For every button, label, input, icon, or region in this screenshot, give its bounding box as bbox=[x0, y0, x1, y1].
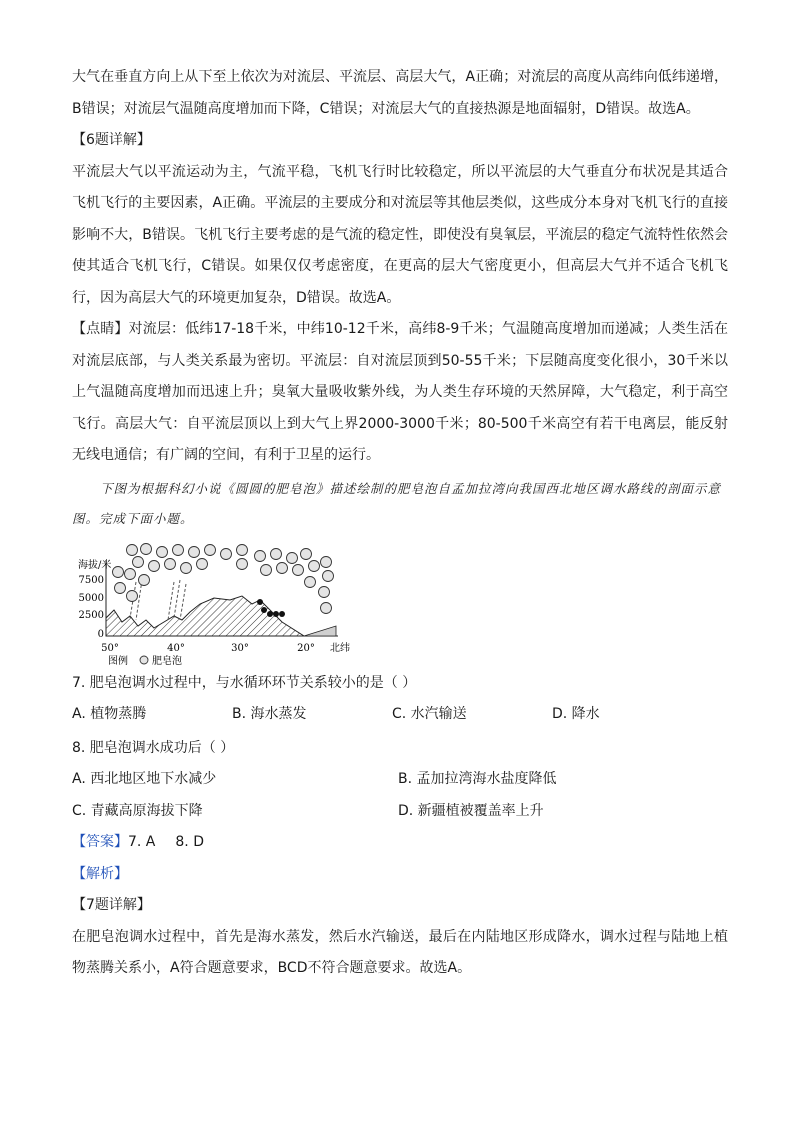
answer-label: 【答案】 bbox=[72, 834, 128, 850]
q8-option-b: B. 孟加拉湾海水盐度降低 bbox=[398, 771, 557, 787]
y-tick: 7500 bbox=[78, 574, 104, 586]
sea-area bbox=[304, 626, 336, 636]
q7-option-d: D. 降水 bbox=[552, 706, 600, 722]
q8-option-a: A. 西北地区地下水减少 bbox=[72, 771, 217, 787]
legend-bubble-icon bbox=[140, 656, 148, 664]
q7-option-b: B. 海水蒸发 bbox=[232, 706, 307, 722]
y-tick: 5000 bbox=[78, 592, 104, 604]
q7-explanation: 在肥皂泡调水过程中，首先是海水蒸发，然后水汽输送，最后在内陆地区形成降水，调水过程与陆地上植物蒸腾关系小，A符合题意要求，BCD不符合题意要求。故选A。 bbox=[72, 928, 728, 976]
y-tick: 0 bbox=[97, 628, 104, 640]
x-tick: 30° bbox=[231, 642, 249, 654]
cross-section-figure bbox=[74, 540, 354, 666]
q8-options-row2 bbox=[72, 796, 728, 828]
q6-detail-header: 【6题详解】 bbox=[72, 132, 151, 148]
q7-options bbox=[72, 699, 728, 731]
legend-title: 图例 bbox=[108, 655, 128, 666]
q6-explanation: 平流层大气以平流运动为主，气流平稳，飞机飞行时比较稳定，所以平流层的大气垂直分布状况是其适合飞机飞行的主要因素，A正确。平流层的主要成分和对流层等其他层类似，这些成分本身对飞机飞行的直接影响不大，B错误。飞机飞行主要考虑的是气流的稳定性，即使没有臭氧层，平流层的稳定气流特性依然会使其适合飞机飞行，C错误。如果仅仅考虑密度，在更高的层大气密度更小，但高层大气并不适合飞机飞行，因为高层大气的环境更加复杂，D错误。故选A。 bbox=[72, 163, 728, 306]
cross-section-diagram bbox=[74, 540, 354, 666]
q8-option-c: C. 青藏高原海拔下降 bbox=[72, 802, 203, 819]
answer-7: 7. A bbox=[128, 834, 156, 850]
x-tick: 20° bbox=[297, 642, 315, 654]
x-tick: 40° bbox=[167, 642, 185, 654]
q8-options-row1 bbox=[72, 764, 728, 796]
q7-stem: 7. 肥皂泡调水过程中，与水循环环节关系较小的是（ ） bbox=[72, 674, 417, 691]
legend-item: 肥皂泡 bbox=[152, 655, 182, 666]
answer-8: 8. D bbox=[175, 834, 204, 850]
previous-explanation: 大气在垂直方向上从下至上依次为对流层、平流层、高层大气，A正确；对流层的高度从高纬向低纬递增，B错误；对流层气温随高度增加而下降，C错误；对流层大气的直接热源是地面辐射，D错误。故选A。 bbox=[72, 69, 728, 117]
y-axis-title: 海拔/米 bbox=[78, 559, 112, 571]
q7-option-c: C. 水汽输送 bbox=[392, 706, 467, 722]
rain-streaks bbox=[130, 580, 186, 620]
answer-line bbox=[72, 827, 728, 859]
document-page bbox=[72, 62, 728, 985]
x-tick: 50° bbox=[101, 642, 119, 654]
x-axis-unit: 北纬 bbox=[330, 642, 350, 654]
tip-paragraph: 【点睛】对流层：低纬17-18千米，中纬10-12千米，高纬8-9千米；气温随高度增加而递减；人类生活在对流层底部，与人类关系最为密切。平流层：自对流层顶到50-55千米；下层随高度变化很小，30千米以上气温随高度增加而迅速上升；臭氧大量吸收紫外线，为人类生存环境的天然屏障，大气稳定，利于高空飞行。高层大气：自平流层顶以上到大气上界2000-3000千米；80-500千米高空有若干电离层，能反射无线电通信；有广阔的空间，有利于卫星的运行。 bbox=[72, 321, 728, 463]
q8-option-d: D. 新疆植被覆盖率上升 bbox=[398, 802, 544, 819]
figure-intro: 下图为根据科幻小说《圆圆的肥皂泡》描述绘制的肥皂泡自孟加拉湾向我国西北地区调水路线的剖面示意图。完成下面小题。 bbox=[72, 480, 722, 526]
q7-detail-header: 【7题详解】 bbox=[72, 897, 151, 913]
q8-stem: 8. 肥皂泡调水成功后（ ） bbox=[72, 739, 235, 756]
analysis-label: 【解析】 bbox=[72, 865, 128, 882]
y-tick: 2500 bbox=[78, 609, 104, 621]
q7-option-a: A. 植物蒸腾 bbox=[72, 706, 147, 722]
